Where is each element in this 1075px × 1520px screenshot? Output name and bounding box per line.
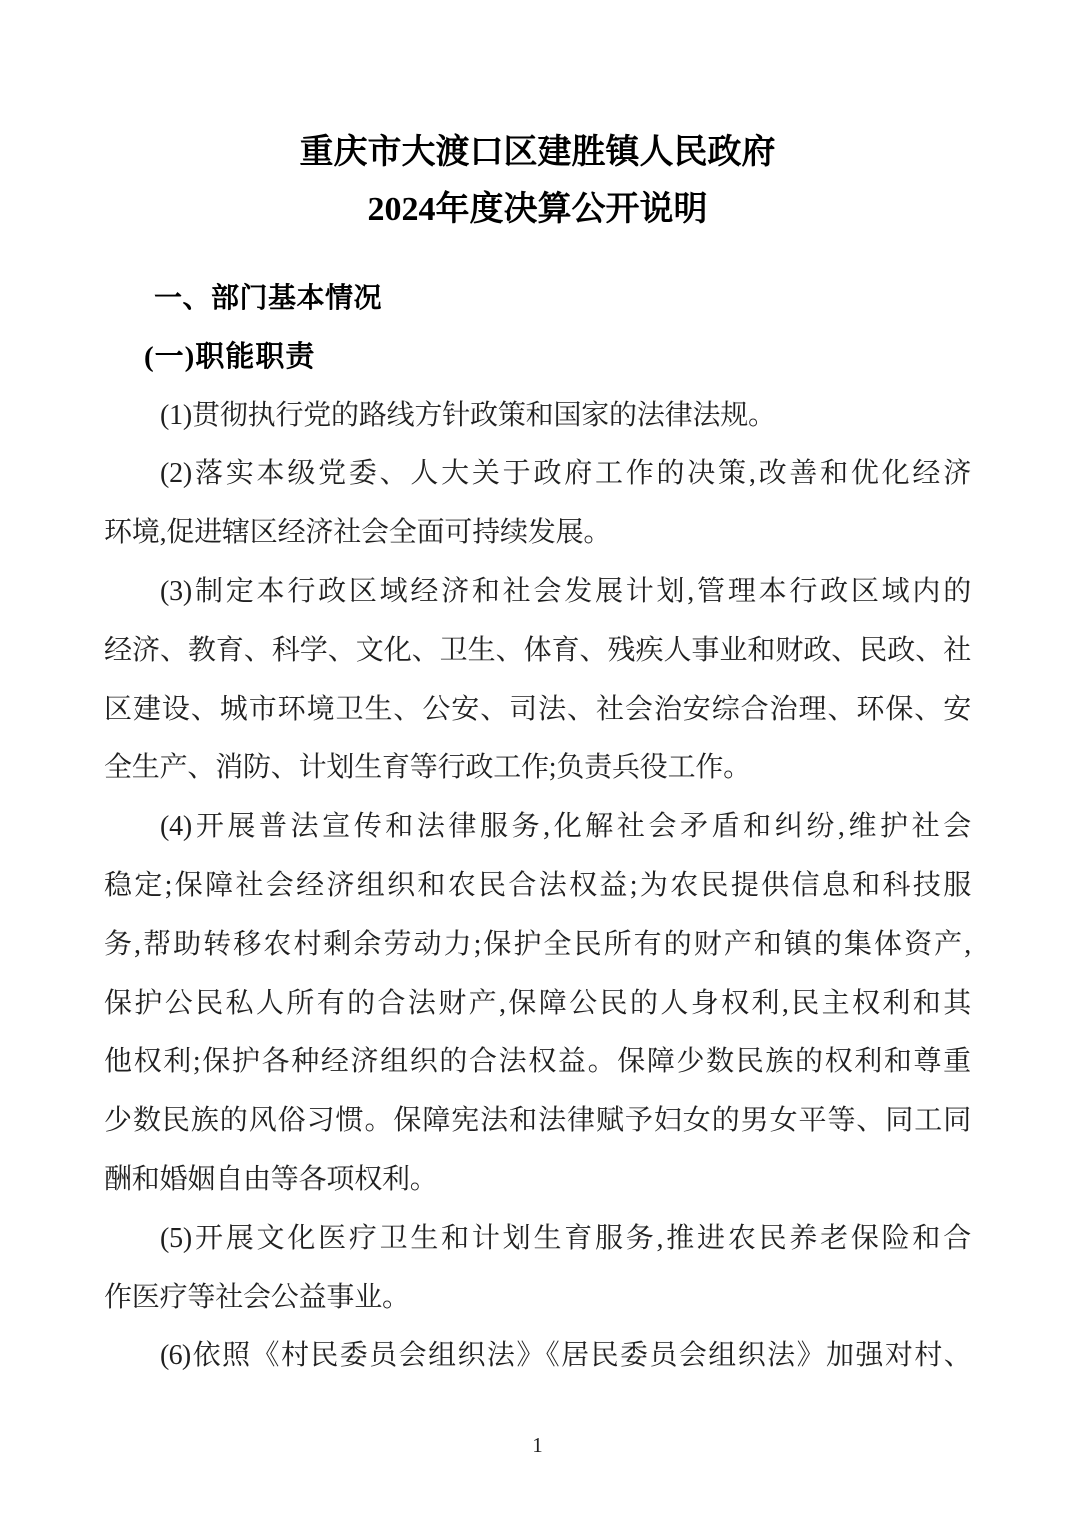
body-line: (6)依照《村民委员会组织法》《居民委员会组织法》加强对村、 <box>160 1340 971 1372</box>
body-line: 他权利;保护各种经济组织的合法权益。保障少数民族的权利和尊重 <box>104 1046 971 1078</box>
body-line: (1)贯彻执行党的路线方针政策和国家的法律法规。 <box>160 399 776 431</box>
page-number: 1 <box>532 1433 543 1457</box>
body-line: 环境,促进辖区经济社会全面可持续发展。 <box>104 517 612 549</box>
body-line: 全生产、消防、计划生育等行政工作;负责兵役工作。 <box>104 752 751 784</box>
body-line: 酬和婚姻自由等各项权利。 <box>104 1163 438 1195</box>
document-subtitle: 2024年度决算公开说明 <box>367 191 708 228</box>
document-body <box>104 269 971 1386</box>
document-title: 重庆市大渡口区建胜镇人民政府 <box>299 134 776 171</box>
body-line: 保护公民私人所有的合法财产,保障公民的人身权利,民主权利和其 <box>104 987 971 1019</box>
body-line: (5)开展文化医疗卫生和计划生育服务,推进农民养老保险和合 <box>160 1222 971 1254</box>
body-line: (3)制定本行政区域经济和社会发展计划,管理本行政区域内的 <box>160 575 971 607</box>
subsection-heading: (一)职能职责 <box>144 340 316 373</box>
body-line: 少数民族的风俗习惯。保障宪法和法律赋予妇女的男女平等、同工同 <box>104 1105 971 1137</box>
body-line: 经济、教育、科学、文化、卫生、体育、残疾人事业和财政、民政、社 <box>104 634 971 666</box>
body-line: 稳定;保障社会经济组织和农民合法权益;为农民提供信息和科技服 <box>104 869 971 901</box>
body-line: 务,帮助转移农村剩余劳动力;保护全民所有的财产和镇的集体资产, <box>104 928 971 960</box>
body-line: (2)落实本级党委、人大关于政府工作的决策,改善和优化经济 <box>160 458 971 490</box>
section-heading: 一、部门基本情况 <box>154 282 383 313</box>
body-line: (4)开展普法宣传和法律服务,化解社会矛盾和纠纷,维护社会 <box>160 811 971 843</box>
body-line: 作医疗等社会公益事业。 <box>104 1281 410 1313</box>
body-line: 区建设、城市环境卫生、公安、司法、社会治安综合治理、环保、安 <box>104 693 971 725</box>
